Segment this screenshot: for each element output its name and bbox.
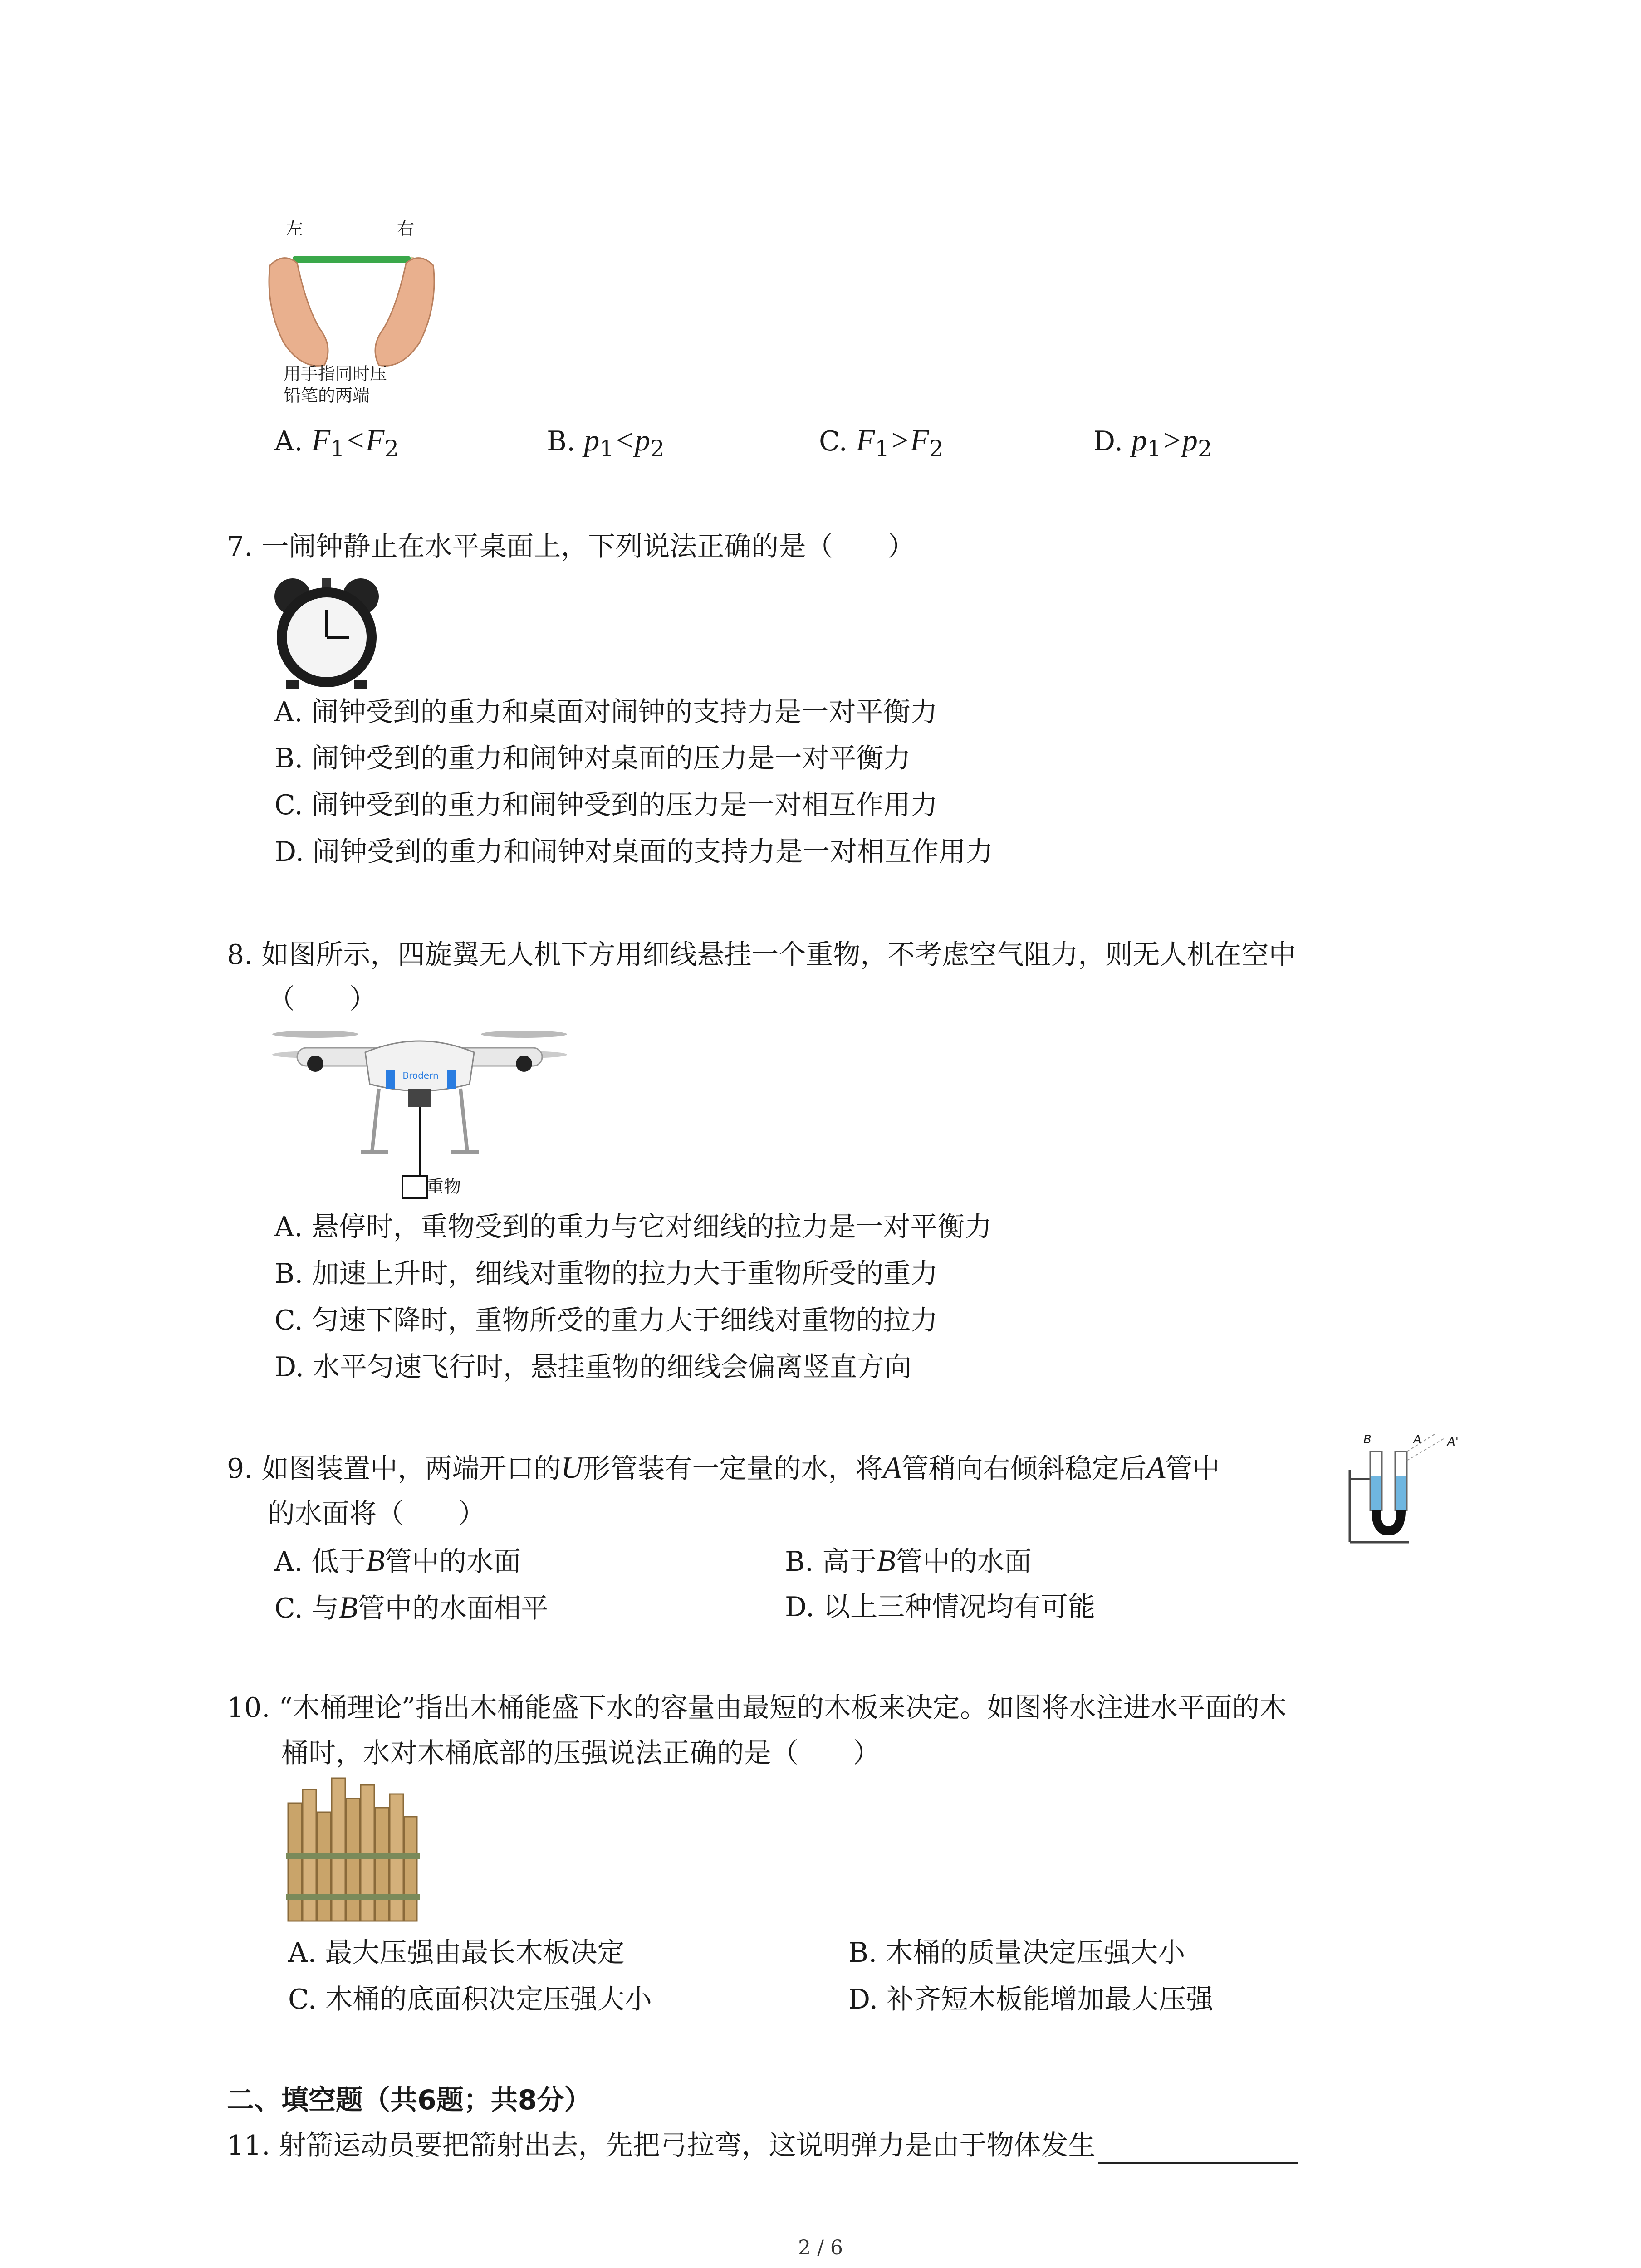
q10-option-c[interactable]: C. 木桶的底面积决定压强大小 — [288, 1984, 652, 2015]
caption-line-2: 铅笔的两端 — [284, 386, 370, 406]
q7-option-d[interactable]: D. 闹钟受到的重力和闹钟对桌面的支持力是一对相互作用力 — [274, 836, 994, 868]
q8-option-d[interactable]: D. 水平匀速飞行时，悬挂重物的细线会偏离竖直方向 — [274, 1351, 912, 1383]
u-tube-figure — [1345, 1433, 1463, 1547]
q9-stem-line-2: 的水面将（ ） — [268, 1498, 485, 1530]
right-label: 右 — [397, 219, 415, 239]
q9-stem-line-1: 9. 如图装置中，两端开口的U形管装有一定量的水，将A管稍向右倾斜稳定后A管中 — [227, 1450, 1220, 1485]
label-a: A — [1413, 1433, 1421, 1447]
q11-stem: 11. 射箭运动员要把箭射出去，先把弓拉弯，这说明弹力是由于物体发生 — [227, 2127, 1298, 2164]
alarm-clock-image — [268, 574, 386, 692]
q7-option-a[interactable]: A. 闹钟受到的重力和桌面对闹钟的支持力是一对平衡力 — [274, 696, 938, 728]
drone-illustration — [265, 1021, 574, 1184]
q10-stem-line-2: 桶时，水对木桶底部的压强说法正确的是（ ） — [281, 1737, 880, 1769]
weight-box — [402, 1175, 428, 1199]
q6-option-d[interactable]: D. $p_1>p_2$ — [1093, 423, 1212, 462]
caption-line-1: 用手指同时压 — [284, 364, 387, 384]
q8-option-b[interactable]: B. 加速上升时，细线对重物的拉力大于重物所受的重力 — [274, 1258, 938, 1290]
drone-figure — [265, 1021, 574, 1202]
q6-option-c[interactable]: C. $F_1>F_2$ — [819, 423, 944, 462]
pencil — [293, 256, 411, 263]
section-2-title: 二、填空题（共6题；共8分） — [227, 2084, 592, 2116]
q10-option-a[interactable]: A. 最大压强由最长木板决定 — [288, 1937, 625, 1969]
left-label: 左 — [286, 219, 304, 239]
q8-stem-line-2: （ ） — [268, 983, 377, 1015]
label-a-prime: A' — [1447, 1435, 1459, 1449]
weight-label: 重物 — [426, 1177, 461, 1197]
q10-stem-line-1: 10. “木桶理论”指出木桶能盛下水的容量由最短的木板来决定。如图将水注进水平面的木 — [227, 1692, 1287, 1724]
wooden-bucket-image — [279, 1776, 424, 1930]
q9-option-b[interactable]: B. 高于B管中的水面 — [785, 1543, 1032, 1578]
q8-option-a[interactable]: A. 悬停时，重物受到的重力与它对细线的拉力是一对平衡力 — [274, 1211, 992, 1243]
page-number: 2 / 6 — [798, 2236, 843, 2259]
q7-stem: 7. 一闹钟静止在水平桌面上，下列说法正确的是（ ） — [227, 531, 915, 562]
q6-option-a[interactable]: A. $F_1<F_2$ — [274, 423, 399, 462]
q8-stem-line-1: 8. 如图所示，四旋翼无人机下方用细线悬挂一个重物，不考虑空气阻力，则无人机在空中 — [227, 939, 1296, 971]
q8-option-c[interactable]: C. 匀速下降时，重物所受的重力大于细线对重物的拉力 — [274, 1305, 938, 1336]
pencil-hands-figure — [265, 218, 438, 413]
label-b: B — [1363, 1433, 1372, 1447]
q9-option-a[interactable]: A. 低于B管中的水面 — [274, 1543, 521, 1578]
drone-brand: Brodern — [402, 1070, 439, 1081]
q9-option-c[interactable]: C. 与B管中的水面相平 — [274, 1590, 549, 1624]
q10-option-b[interactable]: B. 木桶的质量决定压强大小 — [848, 1937, 1185, 1969]
q7-option-b[interactable]: B. 闹钟受到的重力和闹钟对桌面的压力是一对平衡力 — [274, 743, 911, 774]
q11-answer-blank[interactable] — [1098, 2131, 1298, 2164]
q7-option-c[interactable]: C. 闹钟受到的重力和闹钟受到的压力是一对相互作用力 — [274, 789, 938, 821]
u-tube-illustration — [1345, 1433, 1463, 1547]
q6-option-b[interactable]: B. $p_1<p_2$ — [547, 423, 665, 462]
q9-option-d[interactable]: D. 以上三种情况均有可能 — [785, 1591, 1096, 1623]
q10-option-d[interactable]: D. 补齐短木板能增加最大压强 — [848, 1984, 1214, 2015]
hands-pencil-illustration — [265, 238, 438, 383]
